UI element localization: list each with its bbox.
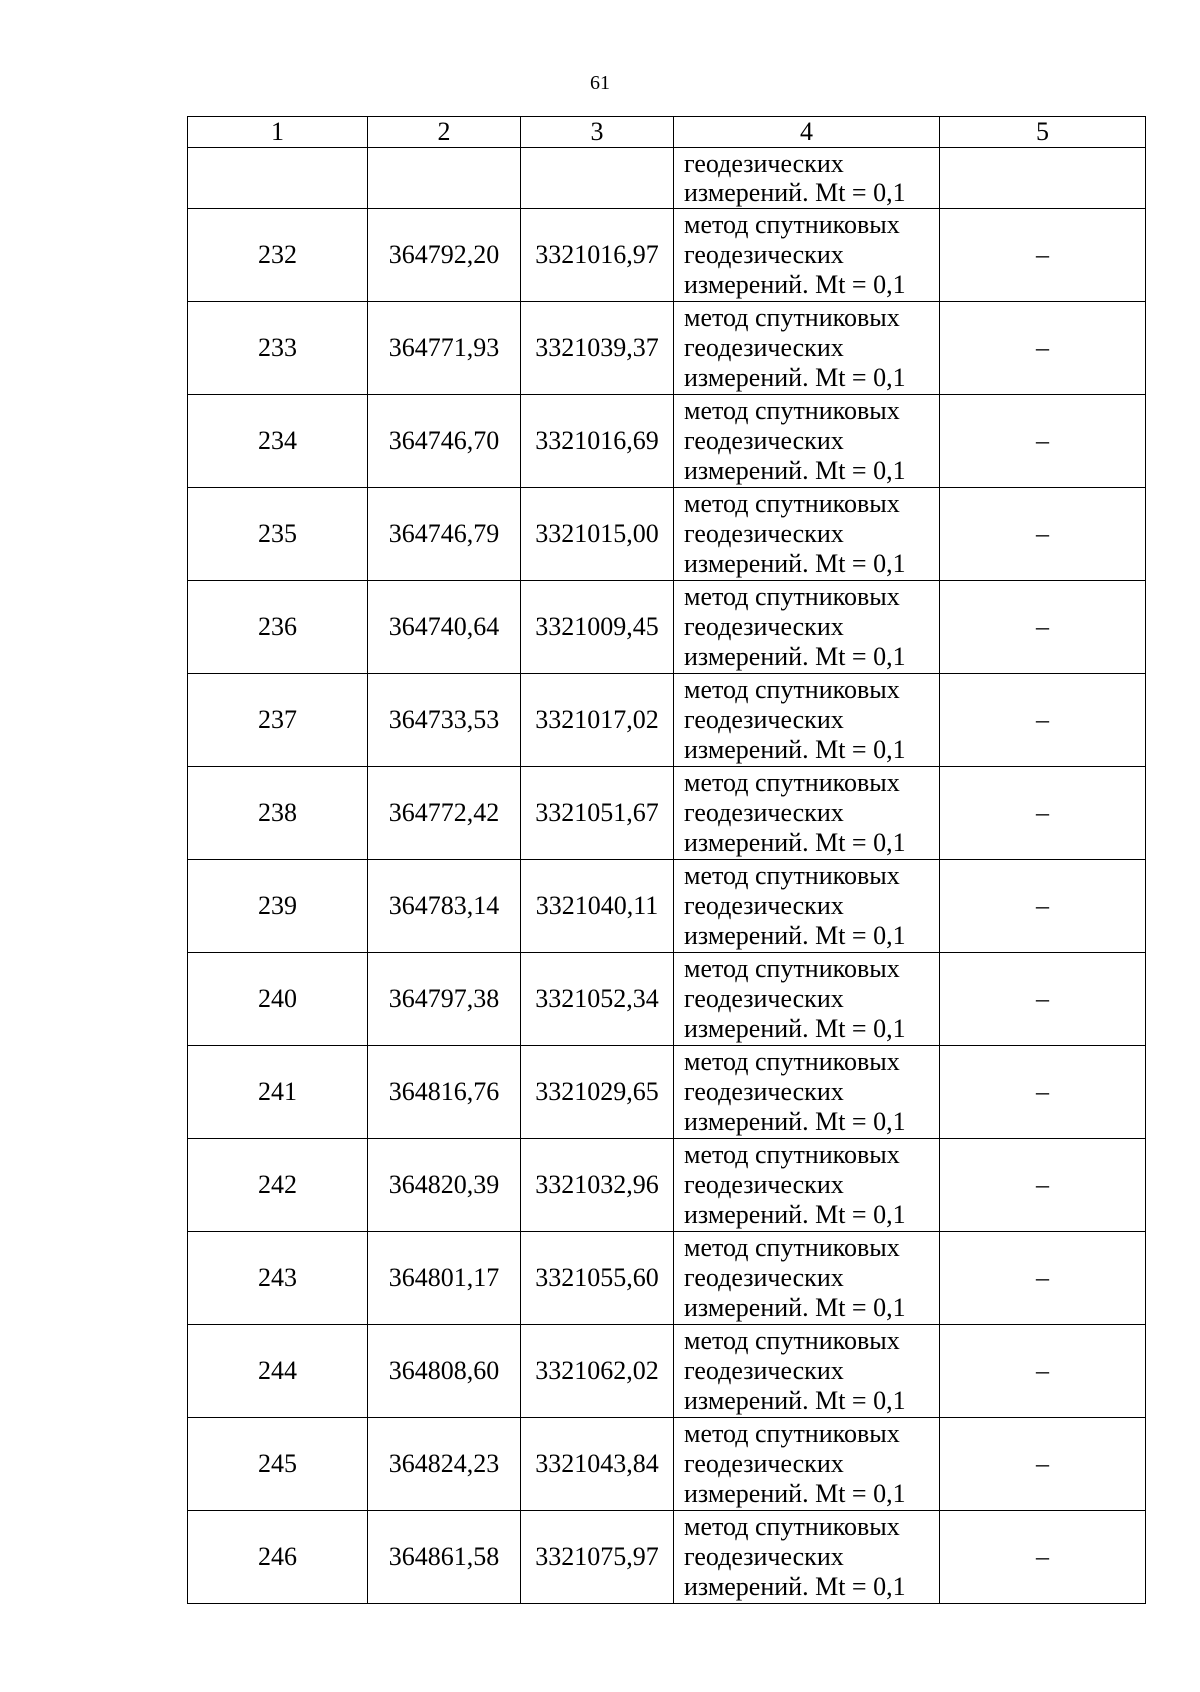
y-coordinate-cell	[521, 148, 674, 209]
method-cell	[674, 674, 940, 767]
point-number-cell: 241	[188, 1046, 368, 1139]
note-cell: –	[940, 1232, 1146, 1325]
x-coordinate-cell: 364771,93	[368, 302, 521, 395]
x-coordinate-cell: 364820,39	[368, 1139, 521, 1232]
method-cell	[674, 1325, 940, 1418]
y-coordinate-cell: 3321040,11	[521, 860, 674, 953]
method-line: метод спутниковых	[684, 1326, 900, 1355]
method-line: метод спутниковых	[684, 1140, 900, 1169]
table-row	[188, 302, 1146, 395]
table-header-row	[188, 117, 1146, 148]
table-row	[188, 395, 1146, 488]
method-cell	[674, 581, 940, 674]
method-line: геодезических	[684, 519, 844, 548]
method-line: метод спутниковых	[684, 675, 900, 704]
method-line: геодезических	[684, 891, 844, 920]
method-line: измерений. Mt = 0,1	[684, 1107, 906, 1136]
point-number-cell: 236	[188, 581, 368, 674]
note-cell: –	[940, 1139, 1146, 1232]
y-coordinate-cell: 3321015,00	[521, 488, 674, 581]
column-header: 4	[674, 117, 940, 148]
column-header: 2	[368, 117, 521, 148]
table-row	[188, 488, 1146, 581]
method-line: геодезических	[684, 1449, 844, 1478]
method-line: геодезических	[684, 612, 844, 641]
note-cell: –	[940, 302, 1146, 395]
method-line: геодезических	[684, 333, 844, 362]
method-cell	[674, 860, 940, 953]
x-coordinate-cell: 364797,38	[368, 953, 521, 1046]
method-line: измерений. Mt = 0,1	[684, 549, 906, 578]
note-cell: –	[940, 953, 1146, 1046]
point-number-cell: 237	[188, 674, 368, 767]
method-line: измерений. Mt = 0,1	[684, 921, 906, 950]
y-coordinate-cell: 3321029,65	[521, 1046, 674, 1139]
table-row	[188, 581, 1146, 674]
y-coordinate-cell: 3321017,02	[521, 674, 674, 767]
note-cell: –	[940, 1418, 1146, 1511]
table-row	[188, 1139, 1146, 1232]
y-coordinate-cell: 3321016,69	[521, 395, 674, 488]
x-coordinate-cell	[368, 148, 521, 209]
method-cell	[674, 395, 940, 488]
method-line: измерений. Mt = 0,1	[684, 270, 906, 299]
column-header: 3	[521, 117, 674, 148]
method-line: измерений. Mt = 0,1	[684, 1200, 906, 1229]
y-coordinate-cell: 3321039,37	[521, 302, 674, 395]
method-line: геодезических	[684, 1263, 844, 1292]
method-line: геодезических	[684, 1542, 844, 1571]
x-coordinate-cell: 364746,79	[368, 488, 521, 581]
note-cell: –	[940, 860, 1146, 953]
point-number-cell: 244	[188, 1325, 368, 1418]
table-row	[188, 674, 1146, 767]
method-cell	[674, 1418, 940, 1511]
note-cell: –	[940, 1325, 1146, 1418]
point-number-cell: 239	[188, 860, 368, 953]
y-coordinate-cell: 3321051,67	[521, 767, 674, 860]
y-coordinate-cell: 3321055,60	[521, 1232, 674, 1325]
method-line: геодезических	[684, 149, 844, 178]
point-number-cell: 238	[188, 767, 368, 860]
method-cell	[674, 1511, 940, 1604]
page-number: 61	[590, 72, 610, 94]
method-line: геодезических	[684, 426, 844, 455]
table-row	[188, 1046, 1146, 1139]
note-cell	[940, 148, 1146, 209]
x-coordinate-cell: 364772,42	[368, 767, 521, 860]
method-cell	[674, 767, 940, 860]
point-number-cell: 233	[188, 302, 368, 395]
table-row	[188, 209, 1146, 302]
table-row	[188, 1418, 1146, 1511]
method-cell	[674, 302, 940, 395]
method-line: метод спутниковых	[684, 1047, 900, 1076]
y-coordinate-cell: 3321062,02	[521, 1325, 674, 1418]
method-line: геодезических	[684, 798, 844, 827]
x-coordinate-cell: 364861,58	[368, 1511, 521, 1604]
continuation-row	[188, 148, 1146, 209]
table-row	[188, 1511, 1146, 1604]
x-coordinate-cell: 364746,70	[368, 395, 521, 488]
y-coordinate-cell: 3321052,34	[521, 953, 674, 1046]
x-coordinate-cell: 364740,64	[368, 581, 521, 674]
method-line: измерений. Mt = 0,1	[684, 1572, 906, 1601]
method-line: измерений. Mt = 0,1	[684, 642, 906, 671]
point-number-cell: 245	[188, 1418, 368, 1511]
x-coordinate-cell: 364808,60	[368, 1325, 521, 1418]
note-cell: –	[940, 674, 1146, 767]
method-line: геодезических	[684, 240, 844, 269]
method-line: метод спутниковых	[684, 1233, 900, 1262]
table-row	[188, 767, 1146, 860]
method-line: метод спутниковых	[684, 396, 900, 425]
method-line: метод спутниковых	[684, 768, 900, 797]
method-cell	[674, 148, 940, 209]
note-cell: –	[940, 1046, 1146, 1139]
method-line: измерений. Mt = 0,1	[684, 735, 906, 764]
method-line: метод спутниковых	[684, 861, 900, 890]
note-cell: –	[940, 1511, 1146, 1604]
method-line: измерений. Mt = 0,1	[684, 1386, 906, 1415]
method-cell	[674, 1232, 940, 1325]
method-line: измерений. Mt = 0,1	[684, 456, 906, 485]
y-coordinate-cell: 3321009,45	[521, 581, 674, 674]
x-coordinate-cell: 364816,76	[368, 1046, 521, 1139]
point-number-cell: 232	[188, 209, 368, 302]
method-line: геодезических	[684, 1356, 844, 1385]
note-cell: –	[940, 488, 1146, 581]
method-line: метод спутниковых	[684, 303, 900, 332]
method-line: геодезических	[684, 1077, 844, 1106]
point-number-cell: 240	[188, 953, 368, 1046]
point-number-cell: 235	[188, 488, 368, 581]
table-row	[188, 860, 1146, 953]
y-coordinate-cell: 3321016,97	[521, 209, 674, 302]
method-cell	[674, 488, 940, 581]
x-coordinate-cell: 364733,53	[368, 674, 521, 767]
method-line: метод спутниковых	[684, 954, 900, 983]
note-cell: –	[940, 395, 1146, 488]
point-number-cell: 243	[188, 1232, 368, 1325]
method-line: измерений. Mt = 0,1	[684, 1479, 906, 1508]
column-header: 1	[188, 117, 368, 148]
method-cell	[674, 209, 940, 302]
x-coordinate-cell: 364783,14	[368, 860, 521, 953]
table-row	[188, 1232, 1146, 1325]
point-number-cell	[188, 148, 368, 209]
y-coordinate-cell: 3321075,97	[521, 1511, 674, 1604]
method-cell	[674, 953, 940, 1046]
point-number-cell: 242	[188, 1139, 368, 1232]
method-line: измерений. Mt = 0,1	[684, 363, 906, 392]
y-coordinate-cell: 3321032,96	[521, 1139, 674, 1232]
method-line: метод спутниковых	[684, 489, 900, 518]
x-coordinate-cell: 364824,23	[368, 1418, 521, 1511]
method-line: геодезических	[684, 705, 844, 734]
table-row	[188, 953, 1146, 1046]
point-number-cell: 246	[188, 1511, 368, 1604]
note-cell: –	[940, 581, 1146, 674]
coordinates-table	[187, 116, 1146, 1604]
method-line: метод спутниковых	[684, 1419, 900, 1448]
y-coordinate-cell: 3321043,84	[521, 1418, 674, 1511]
method-line: метод спутниковых	[684, 582, 900, 611]
note-cell: –	[940, 209, 1146, 302]
method-line: метод спутниковых	[684, 210, 900, 239]
method-line: измерений. Mt = 0,1	[684, 1293, 906, 1322]
note-cell: –	[940, 767, 1146, 860]
table-row	[188, 1325, 1146, 1418]
method-line: измерений. Mt = 0,1	[684, 1014, 906, 1043]
x-coordinate-cell: 364792,20	[368, 209, 521, 302]
method-line: геодезических	[684, 1170, 844, 1199]
x-coordinate-cell: 364801,17	[368, 1232, 521, 1325]
point-number-cell: 234	[188, 395, 368, 488]
method-line: измерений. Mt = 0,1	[684, 178, 906, 207]
method-line: измерений. Mt = 0,1	[684, 828, 906, 857]
column-header: 5	[940, 117, 1146, 148]
method-cell	[674, 1139, 940, 1232]
method-line: метод спутниковых	[684, 1512, 900, 1541]
method-cell	[674, 1046, 940, 1139]
method-line: геодезических	[684, 984, 844, 1013]
